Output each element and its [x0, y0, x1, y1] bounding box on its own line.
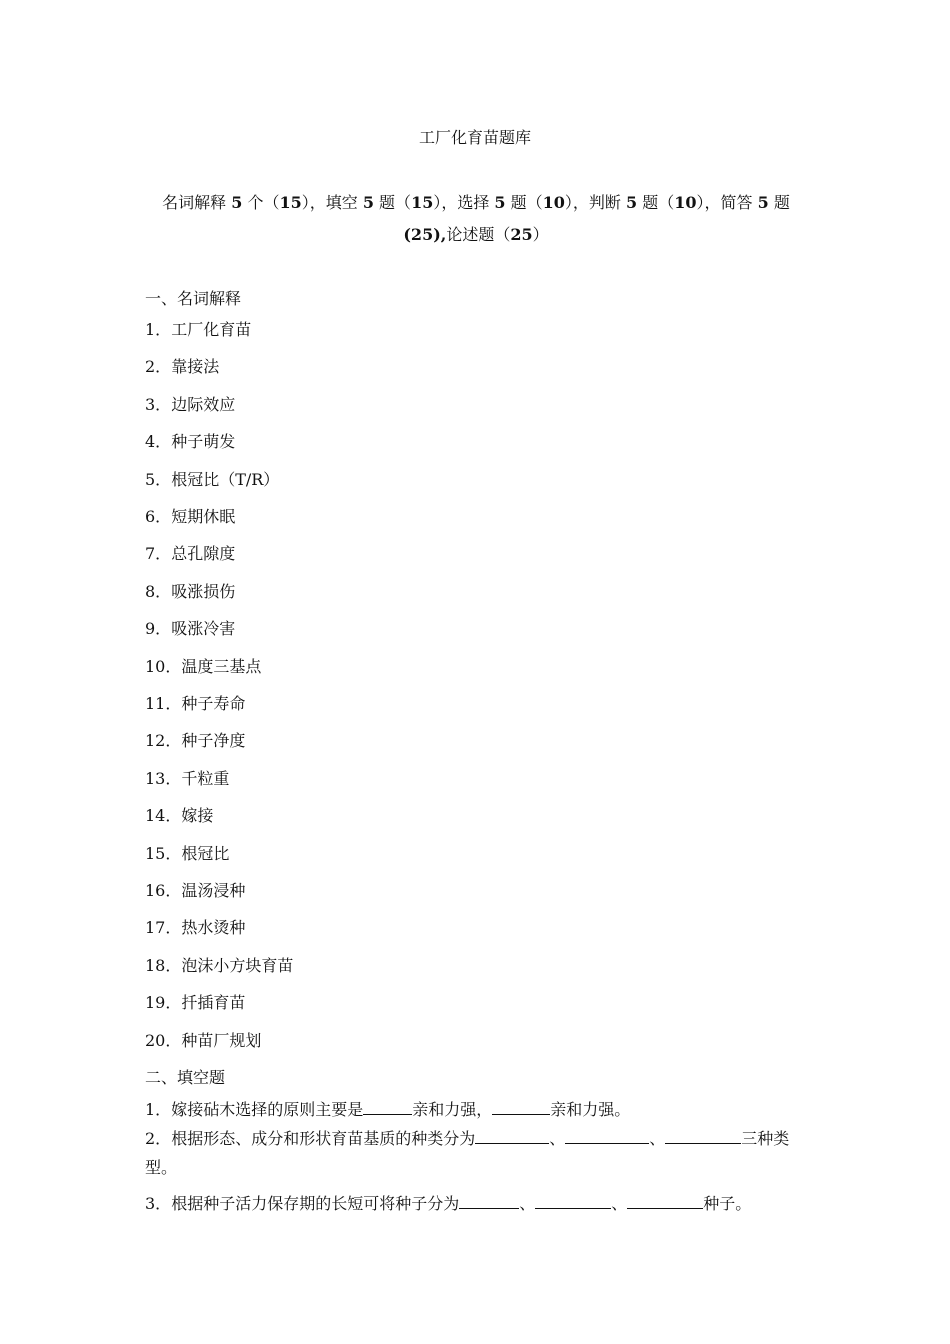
item-term: 短期休眠: [171, 507, 236, 526]
scoring-segment: 15: [279, 193, 302, 212]
scoring-segment: 15: [411, 193, 434, 212]
item-term: 靠接法: [171, 357, 220, 377]
item-number: 11．: [145, 694, 182, 713]
item-number: 10．: [145, 656, 182, 676]
scoring-segment: ）: [532, 225, 549, 244]
scoring-segment: 题（: [637, 193, 675, 212]
item-term: 总孔隙度: [171, 544, 236, 564]
item-number: 12．: [145, 731, 182, 751]
item-term: 温度三基点: [181, 656, 262, 676]
scoring-segment: 名词解释: [162, 193, 232, 212]
definition-item: [145, 1028, 261, 1051]
question-text: 根据种子活力保存期的长短可将种子分为: [171, 1194, 460, 1213]
definition-item: [145, 541, 235, 564]
answer-blank[interactable]: [459, 1194, 519, 1209]
answer-blank[interactable]: [565, 1129, 649, 1144]
question-text: 亲和力强。: [550, 1100, 631, 1119]
item-term: 吸涨冷害: [171, 619, 236, 639]
separator: 、: [649, 1129, 666, 1148]
definition-item: [145, 841, 229, 864]
question-text: 三种类型。: [145, 1129, 790, 1177]
item-number: 19．: [145, 993, 182, 1013]
item-term: 种子寿命: [181, 694, 246, 713]
separator: 、: [611, 1194, 628, 1213]
item-term: 种苗厂规划: [181, 1030, 262, 1050]
scoring-segment: 论述题（: [446, 225, 511, 244]
scoring-segment: (25),: [403, 225, 447, 244]
definition-item: [145, 504, 235, 527]
definition-item: [145, 429, 235, 452]
item-number: 14．: [145, 806, 182, 826]
definition-item: [145, 953, 293, 976]
item-number: 20．: [145, 1030, 182, 1050]
item-number: 15．: [145, 843, 182, 863]
item-term: 根冠比: [181, 843, 230, 863]
item-term: 种子净度: [181, 731, 246, 751]
scoring-segment: ），选择: [433, 193, 495, 212]
scoring-segment: 题（: [373, 193, 412, 212]
section-heading-fill-in: 二、填空题: [145, 1068, 226, 1087]
question-text: 种子。: [703, 1194, 752, 1213]
item-term: 吸涨损伤: [171, 581, 236, 601]
definition-item: [145, 392, 235, 415]
scoring-segment: ），判断: [564, 193, 627, 212]
question-text: 根据形态、成分和形状育苗基质的种类分为: [171, 1129, 476, 1148]
item-number: 1．: [145, 320, 172, 339]
scoring-segment: 5: [362, 193, 374, 212]
item-number: 6．: [145, 507, 172, 526]
item-number: 18．: [145, 955, 182, 975]
scoring-segment: 10: [542, 193, 565, 212]
scoring-segment: 25: [510, 225, 533, 244]
definition-item: [145, 317, 251, 340]
answer-blank[interactable]: [363, 1100, 412, 1115]
question-text: 嫁接砧木选择的原则主要是: [171, 1100, 364, 1119]
item-number: 13．: [145, 768, 182, 788]
item-number: 16．: [145, 881, 182, 900]
answer-blank[interactable]: [665, 1129, 741, 1144]
definition-item: [145, 878, 245, 901]
scoring-segment: 5: [231, 193, 243, 212]
scoring-segment: ），填空: [301, 193, 363, 212]
scoring-segment: 个（: [242, 193, 280, 212]
fill-question-3: [145, 1191, 751, 1214]
item-term: 根冠比（T/R）: [171, 469, 280, 489]
item-term: 种子萌发: [171, 432, 236, 452]
item-number: 8．: [145, 581, 172, 601]
item-number: 17．: [145, 918, 182, 938]
item-term: 泡沫小方块育苗: [181, 955, 294, 975]
definition-item: [145, 654, 261, 677]
section-heading-definitions: 一、名词解释: [145, 289, 242, 308]
definition-item: [145, 915, 245, 938]
answer-blank[interactable]: [475, 1129, 549, 1144]
item-term: 热水烫种: [181, 918, 246, 938]
scoring-segment: 题: [768, 193, 790, 212]
item-number: 2．: [145, 357, 172, 377]
page-title: 工厂化育苗题库: [418, 128, 531, 147]
scoring-summary: [145, 187, 807, 251]
item-term: 千粒重: [181, 768, 230, 788]
item-number: 7．: [145, 544, 172, 564]
scoring-segment: 10: [674, 193, 697, 212]
scoring-segment: 题（: [505, 193, 543, 212]
answer-blank[interactable]: [627, 1194, 703, 1209]
item-number: 9．: [145, 619, 172, 639]
scoring-segment: 5: [757, 193, 769, 212]
scoring-segment: ），简答: [696, 193, 758, 212]
definition-item: [145, 803, 213, 826]
fill-question-2: [145, 1124, 807, 1182]
scoring-segment: 5: [626, 193, 638, 212]
fill-question-1: [145, 1097, 630, 1120]
item-term: 温汤浸种: [181, 881, 246, 900]
definition-item: [145, 467, 279, 490]
question-number: 3．: [145, 1194, 172, 1213]
definition-item: [145, 354, 219, 377]
item-term: 工厂化育苗: [171, 320, 252, 339]
definition-item: [145, 728, 245, 751]
item-number: 3．: [145, 394, 172, 414]
answer-blank[interactable]: [492, 1100, 550, 1115]
definition-item: [145, 691, 245, 714]
question-text: 亲和力强，: [412, 1100, 493, 1119]
definition-item: [145, 990, 245, 1013]
definition-item: [145, 616, 235, 639]
scoring-segment: 5: [494, 193, 506, 212]
item-term: 边际效应: [171, 394, 236, 414]
definition-item: [145, 766, 229, 789]
item-number: 5．: [145, 469, 172, 489]
definition-item: [145, 579, 235, 602]
item-term: 嫁接: [181, 806, 214, 826]
item-term: 扦插育苗: [181, 993, 246, 1013]
separator: 、: [519, 1194, 536, 1213]
answer-blank[interactable]: [535, 1194, 611, 1209]
question-number: 1．: [145, 1100, 172, 1119]
item-number: 4．: [145, 432, 172, 452]
question-number: 2．: [145, 1129, 172, 1148]
separator: 、: [549, 1129, 566, 1148]
